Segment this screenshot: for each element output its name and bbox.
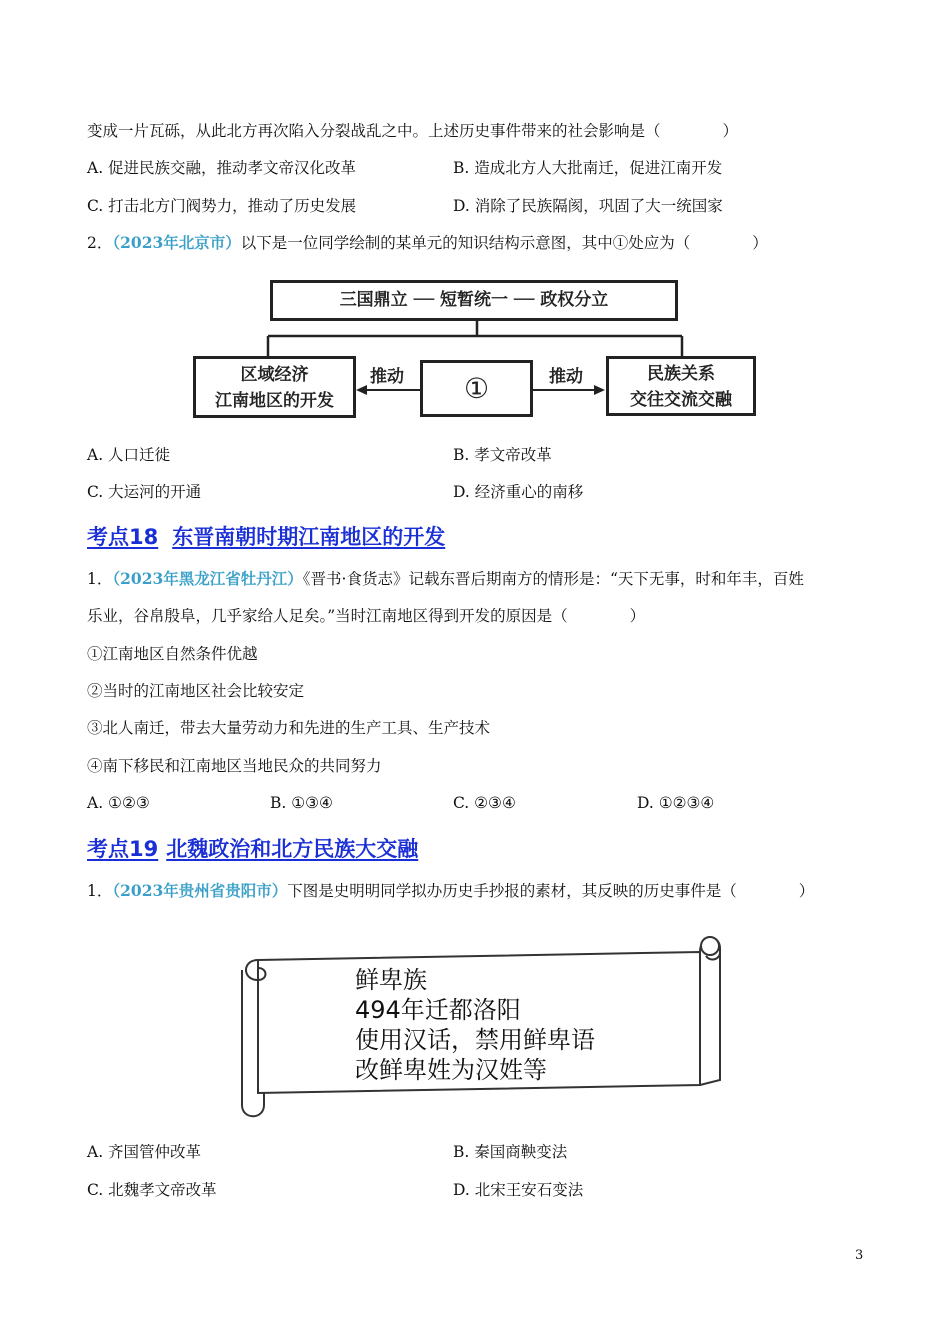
- question-stem-tail: 变成一片瓦砾，从此北方再次陷入分裂战乱之中。上述历史事件带来的社会影响是（ ）: [87, 122, 739, 140]
- question-text: 《晋书·食货志》记载东晋后期南方的情形是：“天下无事，时和年丰，百姓: [302, 570, 804, 588]
- scroll-line-1: 鲜卑族: [355, 966, 427, 994]
- diagram-left-line2: 江南地区的开发: [215, 391, 334, 411]
- diagram-top-box: [270, 280, 678, 321]
- diagram-right-line1: 民族关系: [647, 364, 715, 384]
- diagram-right-line2: 交往交流交融: [630, 390, 732, 410]
- option-c: C. 北魏孝文帝改革: [87, 1181, 217, 1199]
- arrow-right-label: 推动: [549, 367, 583, 387]
- option-d: D. ①②③④: [637, 794, 715, 812]
- option-d: D. 消除了民族隔阂，巩固了大一统国家: [453, 197, 723, 215]
- section-title: 北魏政治和北方民族大交融: [166, 837, 419, 861]
- option-c: C. ②③④: [453, 794, 516, 812]
- section-heading-19: [87, 836, 418, 862]
- page-number: 3: [855, 1248, 864, 1263]
- question-text: 下图是史明明同学拟办历史手抄报的素材，其反映的历史事件是（ ）: [287, 882, 815, 900]
- scroll-line-4: 改鲜卑姓为汉姓等: [355, 1056, 547, 1084]
- arrow-left-label: 推动: [370, 367, 404, 387]
- option-b: B. 孝文帝改革: [453, 446, 552, 464]
- scroll-line-3: 使用汉话，禁用鲜卑语: [355, 1026, 595, 1054]
- statement-3: ③北人南迁，带去大量劳动力和先进的生产工具、生产技术: [87, 719, 491, 737]
- option-b: B. 造成北方人大批南迁，促进江南开发: [453, 159, 723, 177]
- scroll-line-2: 494年迁都洛阳: [355, 996, 521, 1024]
- diagram-right-box: [606, 356, 756, 416]
- diagram-center-box: [420, 360, 533, 417]
- option-b: B. ①③④: [270, 794, 333, 812]
- question-source: （2023年黑龙江省牡丹江）: [112, 569, 303, 588]
- question-number: 1．: [87, 570, 113, 588]
- question-source: （2023年贵州省贵阳市）: [112, 881, 288, 900]
- section-heading-18: [87, 524, 445, 550]
- diagram-center-text: ①: [463, 372, 490, 405]
- section-label: 考点19: [87, 837, 159, 861]
- question-18-stem-line1: [87, 569, 804, 589]
- question-19-stem: [87, 881, 814, 901]
- question-number: 1．: [87, 882, 113, 900]
- question-18-stem-line2: 乐业，谷帛殷阜，几乎家给人足矣。”当时江南地区得到开发的原因是（ ）: [87, 607, 646, 625]
- question-number: 2．: [87, 234, 113, 252]
- option-c: C. 打击北方门阀势力，推动了历史发展: [87, 197, 357, 215]
- section-title: 东晋南朝时期江南地区的开发: [172, 525, 446, 549]
- question-text: 以下是一位同学绘制的某单元的知识结构示意图，其中①处应为（ ）: [240, 234, 768, 252]
- statement-4: ④南下移民和江南地区当地民众的共同努力: [87, 757, 382, 775]
- section-label: 考点18: [87, 525, 159, 549]
- option-b: B. 秦国商鞅变法: [453, 1143, 568, 1161]
- option-a: A. 人口迁徙: [87, 446, 171, 464]
- diagram-left-box: [193, 356, 356, 418]
- diagram-top-text: 三国鼎立 ── 短暂统一 ── 政权分立: [339, 290, 609, 310]
- statement-2: ②当时的江南地区社会比较安定: [87, 682, 305, 700]
- option-a: A. 齐国管仲改革: [87, 1143, 202, 1161]
- option-a: A. 促进民族交融，推动孝文帝汉化改革: [87, 159, 357, 177]
- option-c: C. 大运河的开通: [87, 483, 202, 501]
- option-a: A. ①②③: [87, 794, 150, 812]
- option-d: D. 经济重心的南移: [453, 483, 584, 501]
- diagram-left-line1: 区域经济: [240, 365, 309, 385]
- statement-1: ①江南地区自然条件优越: [87, 645, 258, 663]
- question-source: （2023年北京市）: [112, 233, 241, 252]
- option-d: D. 北宋王安石变法: [453, 1181, 584, 1199]
